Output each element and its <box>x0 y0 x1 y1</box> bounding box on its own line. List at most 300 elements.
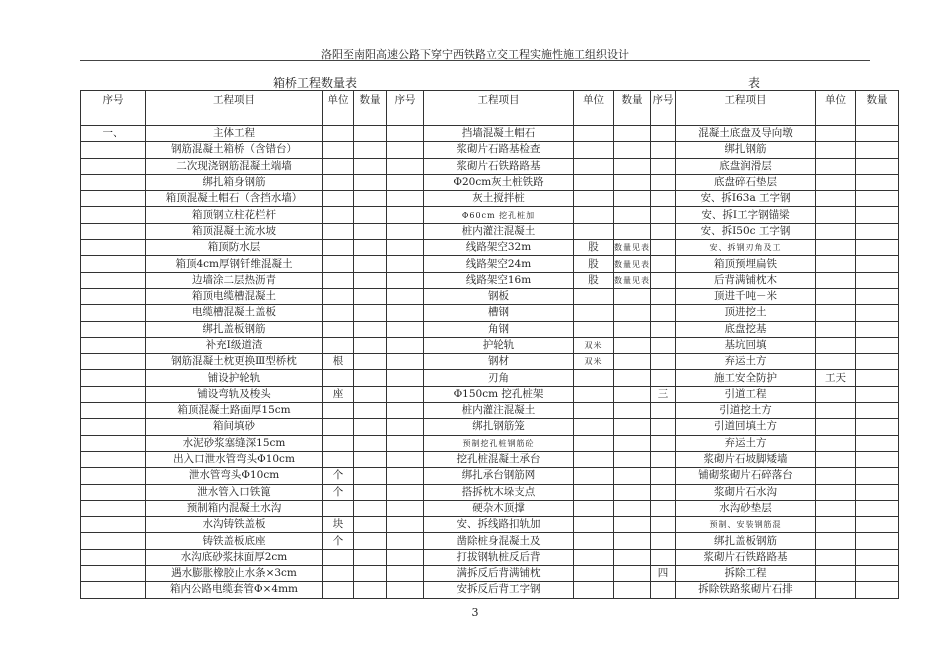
table-cell <box>574 403 614 419</box>
table-cell: 绑扎承台钢筋网 <box>424 468 574 484</box>
table-cell <box>323 207 354 223</box>
table-cell <box>574 582 614 598</box>
table-cell: 个 <box>323 533 354 549</box>
table-cell <box>574 142 614 158</box>
table-cell <box>354 517 387 533</box>
table-cell <box>614 354 651 370</box>
column-header: 工程项目 <box>424 91 574 126</box>
table-cell <box>81 174 146 190</box>
table-cell <box>81 370 146 386</box>
table-cell: 钢筋混凝土枕更换Ⅲ型桥枕 <box>146 354 323 370</box>
table-cell <box>323 321 354 337</box>
table-cell <box>81 207 146 223</box>
table-cell <box>81 158 146 174</box>
table-cell: 引道挖土方 <box>676 403 816 419</box>
table-cell <box>856 370 899 386</box>
table-cell <box>614 484 651 500</box>
table-cell: 箱顶钢立柱花栏杆 <box>146 207 323 223</box>
table-cell <box>387 582 424 598</box>
table-cell: 遇水膨胀橡胶止水条×3cm <box>146 566 323 582</box>
table-cell <box>816 337 856 353</box>
table-cell <box>81 582 146 598</box>
table-cell <box>574 468 614 484</box>
table-cell: 数量见表 <box>614 240 651 256</box>
table-cell <box>614 223 651 239</box>
table-cell: 水沟铸铁盖板 <box>146 517 323 533</box>
table-cell <box>651 533 676 549</box>
table-cell: 顶进千吨－米 <box>676 288 816 304</box>
table-cell <box>816 582 856 598</box>
table-cell <box>323 403 354 419</box>
table-cell: 箱顶预埋扁铁 <box>676 256 816 272</box>
table-cell <box>614 158 651 174</box>
table-cell <box>387 435 424 451</box>
table-cell <box>354 582 387 598</box>
table-cell: 线路架空16m <box>424 272 574 288</box>
table-cell <box>856 240 899 256</box>
table-cell: 股 <box>574 240 614 256</box>
table-cell <box>856 142 899 158</box>
table-cell <box>614 207 651 223</box>
table-cell <box>574 223 614 239</box>
table-row <box>81 240 899 256</box>
table-cell <box>856 582 899 598</box>
table-row <box>81 370 899 386</box>
table-cell <box>81 468 146 484</box>
table-cell <box>387 566 424 582</box>
table-cell: 搭拆枕木垛支点 <box>424 484 574 500</box>
table-cell <box>856 403 899 419</box>
table-cell <box>387 337 424 353</box>
table-cell: 电缆槽混凝土盖板 <box>146 305 323 321</box>
table-cell: 铺砌浆砌片石碎落台 <box>676 468 816 484</box>
column-header: 单位 <box>323 91 354 126</box>
table-cell <box>387 142 424 158</box>
table-cell <box>614 337 651 353</box>
table-cell <box>651 403 676 419</box>
table-cell <box>387 272 424 288</box>
table-cell: 弃运土方 <box>676 354 816 370</box>
table-cell: 箱顶4cm厚钢钎维混凝土 <box>146 256 323 272</box>
column-header: 工程项目 <box>676 91 816 126</box>
table-cell: 顶进挖土 <box>676 305 816 321</box>
table-cell: 基坑回填 <box>676 337 816 353</box>
table-cell <box>354 158 387 174</box>
table-cell <box>651 435 676 451</box>
table-cell <box>323 126 354 142</box>
table-cell <box>354 435 387 451</box>
table-cell <box>574 158 614 174</box>
table-cell <box>354 223 387 239</box>
table-cell <box>856 305 899 321</box>
table-cell <box>387 256 424 272</box>
table-cell <box>614 500 651 516</box>
table-cell <box>614 451 651 467</box>
table-cell <box>354 305 387 321</box>
table-cell <box>574 386 614 402</box>
table-cell <box>614 142 651 158</box>
table-cell: 水沟底砂浆抹面厚2cm <box>146 549 323 565</box>
table-cell <box>81 256 146 272</box>
table-cell <box>651 191 676 207</box>
table-cell: 主体工程 <box>146 126 323 142</box>
table-cell <box>354 451 387 467</box>
table-cell <box>856 256 899 272</box>
table-cell: 预制挖孔桩钢筋砼 <box>424 435 574 451</box>
table-cell <box>856 126 899 142</box>
table-cell <box>856 517 899 533</box>
table-cell: 桩内灌注混凝土 <box>424 403 574 419</box>
table-cell <box>816 174 856 190</box>
table-cell <box>816 126 856 142</box>
table-cell <box>614 126 651 142</box>
table-cell: 底盘润滑层 <box>676 158 816 174</box>
quantity-table <box>80 90 899 599</box>
table-row <box>81 533 899 549</box>
table-cell: 弃运土方 <box>676 435 816 451</box>
table-cell <box>651 174 676 190</box>
table-cell: 箱内公路电缆套管Φ×4mm <box>146 582 323 598</box>
table-cell <box>614 549 651 565</box>
table-cell: 刃角 <box>424 370 574 386</box>
table-row <box>81 435 899 451</box>
table-cell: 绑扎盖板钢筋 <box>146 321 323 337</box>
table-cell: 四 <box>651 566 676 582</box>
table-row <box>81 256 899 272</box>
table-cell: 泄水管入口铁篦 <box>146 484 323 500</box>
table-cell <box>387 174 424 190</box>
table-cell <box>387 126 424 142</box>
table-cell <box>387 223 424 239</box>
table-cell <box>81 272 146 288</box>
table-row <box>81 321 899 337</box>
table-cell: 根 <box>323 354 354 370</box>
table-cell <box>354 370 387 386</box>
table-cell: 出入口泄水管弯头Φ10cm <box>146 451 323 467</box>
table-cell <box>387 370 424 386</box>
table-cell <box>856 354 899 370</box>
table-cell <box>81 386 146 402</box>
table-cell <box>387 533 424 549</box>
table-cell <box>354 288 387 304</box>
table-cell <box>574 484 614 500</box>
table-cell <box>81 288 146 304</box>
table-cell <box>81 191 146 207</box>
table-cell <box>387 451 424 467</box>
table-cell <box>574 305 614 321</box>
table-cell <box>856 174 899 190</box>
table-row <box>81 142 899 158</box>
table-row <box>81 419 899 435</box>
table-cell <box>614 435 651 451</box>
table-cell <box>614 533 651 549</box>
table-cell <box>387 419 424 435</box>
table-cell <box>614 386 651 402</box>
table-cell <box>614 566 651 582</box>
table-cell <box>574 500 614 516</box>
table-cell <box>816 256 856 272</box>
table-cell: 浆砌片石铁路路基 <box>424 158 574 174</box>
table-cell <box>574 288 614 304</box>
table-cell <box>81 566 146 582</box>
table-cell: 股 <box>574 256 614 272</box>
table-cell <box>354 419 387 435</box>
table-cell: 二次现浇钢筋混凝土端墙 <box>146 158 323 174</box>
table-cell: 钢筋混凝土箱桥（含错台） <box>146 142 323 158</box>
table-row <box>81 191 899 207</box>
table-cell <box>651 223 676 239</box>
table-cell <box>323 419 354 435</box>
table-cell: 线路架空32m <box>424 240 574 256</box>
table-cell: 安拆反后背工字钢 <box>424 582 574 598</box>
table-cell <box>323 549 354 565</box>
table-cell <box>651 256 676 272</box>
table-cell <box>614 288 651 304</box>
table-cell <box>387 484 424 500</box>
table-cell <box>354 337 387 353</box>
table-cell <box>81 451 146 467</box>
table-cell <box>354 468 387 484</box>
table-cell <box>816 354 856 370</box>
table-cell <box>816 288 856 304</box>
table-cell <box>387 321 424 337</box>
table-cell <box>81 321 146 337</box>
table-cell <box>651 582 676 598</box>
table-cell <box>856 419 899 435</box>
table-cell <box>614 305 651 321</box>
table-cell: 铺设护轮轨 <box>146 370 323 386</box>
table-cell: 浆砌片石路基检查 <box>424 142 574 158</box>
table-cell: 灰土搅拌桩 <box>424 191 574 207</box>
table-cell <box>387 403 424 419</box>
table-cell <box>323 435 354 451</box>
table-cell: 箱顶混凝土流水坡 <box>146 223 323 239</box>
table-cell <box>816 435 856 451</box>
table-cell <box>816 321 856 337</box>
table-cell <box>856 337 899 353</box>
table-cell: 打拔钢轨桩反后背 <box>424 549 574 565</box>
table-cell <box>81 484 146 500</box>
table-cell: 引道回填土方 <box>676 419 816 435</box>
table-cell: 浆砌片石水沟 <box>676 484 816 500</box>
column-header: 序号 <box>81 91 146 126</box>
table-cell <box>323 256 354 272</box>
table-cell <box>651 272 676 288</box>
table-cell: 底盘挖基 <box>676 321 816 337</box>
table-cell: 绑扎钢筋笼 <box>424 419 574 435</box>
table-cell <box>651 468 676 484</box>
table-cell <box>354 403 387 419</box>
table-cell <box>354 191 387 207</box>
table-cell <box>856 321 899 337</box>
table-cell <box>614 419 651 435</box>
table-cell <box>816 158 856 174</box>
table-cell <box>387 191 424 207</box>
table-cell <box>816 500 856 516</box>
table-cell <box>354 272 387 288</box>
column-header: 单位 <box>816 91 856 126</box>
table-cell: 护轮轨 <box>424 337 574 353</box>
column-header: 单位 <box>574 91 614 126</box>
table-cell <box>651 500 676 516</box>
table-row <box>81 566 899 582</box>
table-title-right: 表 <box>748 76 761 90</box>
table-cell <box>81 419 146 435</box>
table-cell: 浆砌片石坡脚矮墙 <box>676 451 816 467</box>
table-cell <box>323 305 354 321</box>
table-cell <box>387 158 424 174</box>
table-cell: 个 <box>323 484 354 500</box>
table-cell <box>323 158 354 174</box>
table-cell <box>354 500 387 516</box>
table-cell <box>81 403 146 419</box>
table-row <box>81 174 899 190</box>
table-cell <box>856 484 899 500</box>
table-cell: 凿除桩身混凝土及 <box>424 533 574 549</box>
table-cell <box>323 582 354 598</box>
table-row <box>81 337 899 353</box>
column-header: 工程项目 <box>146 91 323 126</box>
table-row <box>81 207 899 223</box>
table-cell <box>81 142 146 158</box>
table-cell: 安、拆钢刃角及工 <box>676 240 816 256</box>
table-cell: 引道工程 <box>676 386 816 402</box>
table-cell <box>614 321 651 337</box>
table-cell <box>323 174 354 190</box>
table-cell <box>387 517 424 533</box>
table-cell <box>816 240 856 256</box>
table-cell: 混凝土底盘及导向墩 <box>676 126 816 142</box>
column-header: 序号 <box>387 91 424 126</box>
table-cell <box>856 533 899 549</box>
table-row <box>81 386 899 402</box>
table-cell <box>81 354 146 370</box>
table-cell <box>856 272 899 288</box>
table-cell: 钢板 <box>424 288 574 304</box>
table-cell: 块 <box>323 517 354 533</box>
table-cell: 绑扎钢筋 <box>676 142 816 158</box>
table-cell <box>354 386 387 402</box>
table-cell <box>354 207 387 223</box>
table-cell <box>856 288 899 304</box>
table-cell: 安、拆Ⅰ工字钢锚梁 <box>676 207 816 223</box>
table-cell: 绑扎盖板钢筋 <box>676 533 816 549</box>
table-cell <box>574 419 614 435</box>
table-cell: 挡墙混凝土帽石 <box>424 126 574 142</box>
table-title: 箱桥工程数量表 <box>273 76 358 90</box>
table-cell <box>354 174 387 190</box>
table-cell <box>816 484 856 500</box>
table-cell: 三 <box>651 386 676 402</box>
table-cell <box>651 305 676 321</box>
table-cell: 钢材 <box>424 354 574 370</box>
table-cell <box>81 435 146 451</box>
table-cell: 个 <box>323 468 354 484</box>
table-cell <box>81 240 146 256</box>
table-cell <box>354 142 387 158</box>
table-cell <box>651 142 676 158</box>
table-cell: 拆除铁路浆砌片石排 <box>676 582 816 598</box>
table-cell <box>387 305 424 321</box>
table-cell: 后背满铺枕木 <box>676 272 816 288</box>
table-cell <box>574 517 614 533</box>
table-cell: 座 <box>323 386 354 402</box>
table-row <box>81 451 899 467</box>
table-cell <box>651 370 676 386</box>
table-cell <box>816 272 856 288</box>
table-cell <box>816 468 856 484</box>
table-cell <box>323 191 354 207</box>
column-header: 数量 <box>614 91 651 126</box>
table-cell <box>354 566 387 582</box>
table-cell: 股 <box>574 272 614 288</box>
table-cell <box>651 207 676 223</box>
table-header-row <box>81 91 899 126</box>
table-cell <box>387 468 424 484</box>
table-cell <box>574 451 614 467</box>
table-cell <box>816 223 856 239</box>
table-cell: 数量见表 <box>614 256 651 272</box>
table-cell <box>816 533 856 549</box>
table-cell <box>81 305 146 321</box>
table-row <box>81 582 899 598</box>
table-row <box>81 403 899 419</box>
table-cell <box>816 207 856 223</box>
page-header: 洛阳至南阳高速公路下穿宁西铁路立交工程实施性施工组织设计 <box>321 48 629 61</box>
table-cell: 箱顶混凝土帽石（含挡水墙） <box>146 191 323 207</box>
table-cell <box>323 370 354 386</box>
table-cell <box>574 435 614 451</box>
table-cell <box>323 451 354 467</box>
table-cell: 双米 <box>574 354 614 370</box>
table-cell: 安、拆Ⅰ63a 工字钢 <box>676 191 816 207</box>
table-cell <box>387 354 424 370</box>
table-cell: 边墙涂二层热沥青 <box>146 272 323 288</box>
table-cell <box>816 142 856 158</box>
table-cell <box>816 419 856 435</box>
table-row <box>81 223 899 239</box>
table-cell: 绑扎箱身钢筋 <box>146 174 323 190</box>
table-cell <box>651 354 676 370</box>
table-cell <box>354 354 387 370</box>
table-cell <box>816 191 856 207</box>
table-cell <box>81 500 146 516</box>
table-cell <box>651 240 676 256</box>
table-cell <box>651 451 676 467</box>
table-cell <box>323 240 354 256</box>
table-cell <box>856 435 899 451</box>
table-cell <box>354 484 387 500</box>
table-cell <box>651 484 676 500</box>
table-cell <box>614 191 651 207</box>
table-cell <box>354 256 387 272</box>
table-cell <box>574 207 614 223</box>
table-cell <box>323 272 354 288</box>
table-cell <box>856 207 899 223</box>
table-row <box>81 549 899 565</box>
table-cell <box>323 142 354 158</box>
table-cell: 铺设弯轨及梭头 <box>146 386 323 402</box>
table-cell: 槽钢 <box>424 305 574 321</box>
table-cell <box>387 207 424 223</box>
table-cell <box>816 549 856 565</box>
table-cell: 预制、安装钢筋混 <box>676 517 816 533</box>
table-cell <box>323 566 354 582</box>
table-cell <box>614 582 651 598</box>
table-cell: 水泥砂浆塞缝深15cm <box>146 435 323 451</box>
table-row <box>81 500 899 516</box>
table-cell: 角钢 <box>424 321 574 337</box>
